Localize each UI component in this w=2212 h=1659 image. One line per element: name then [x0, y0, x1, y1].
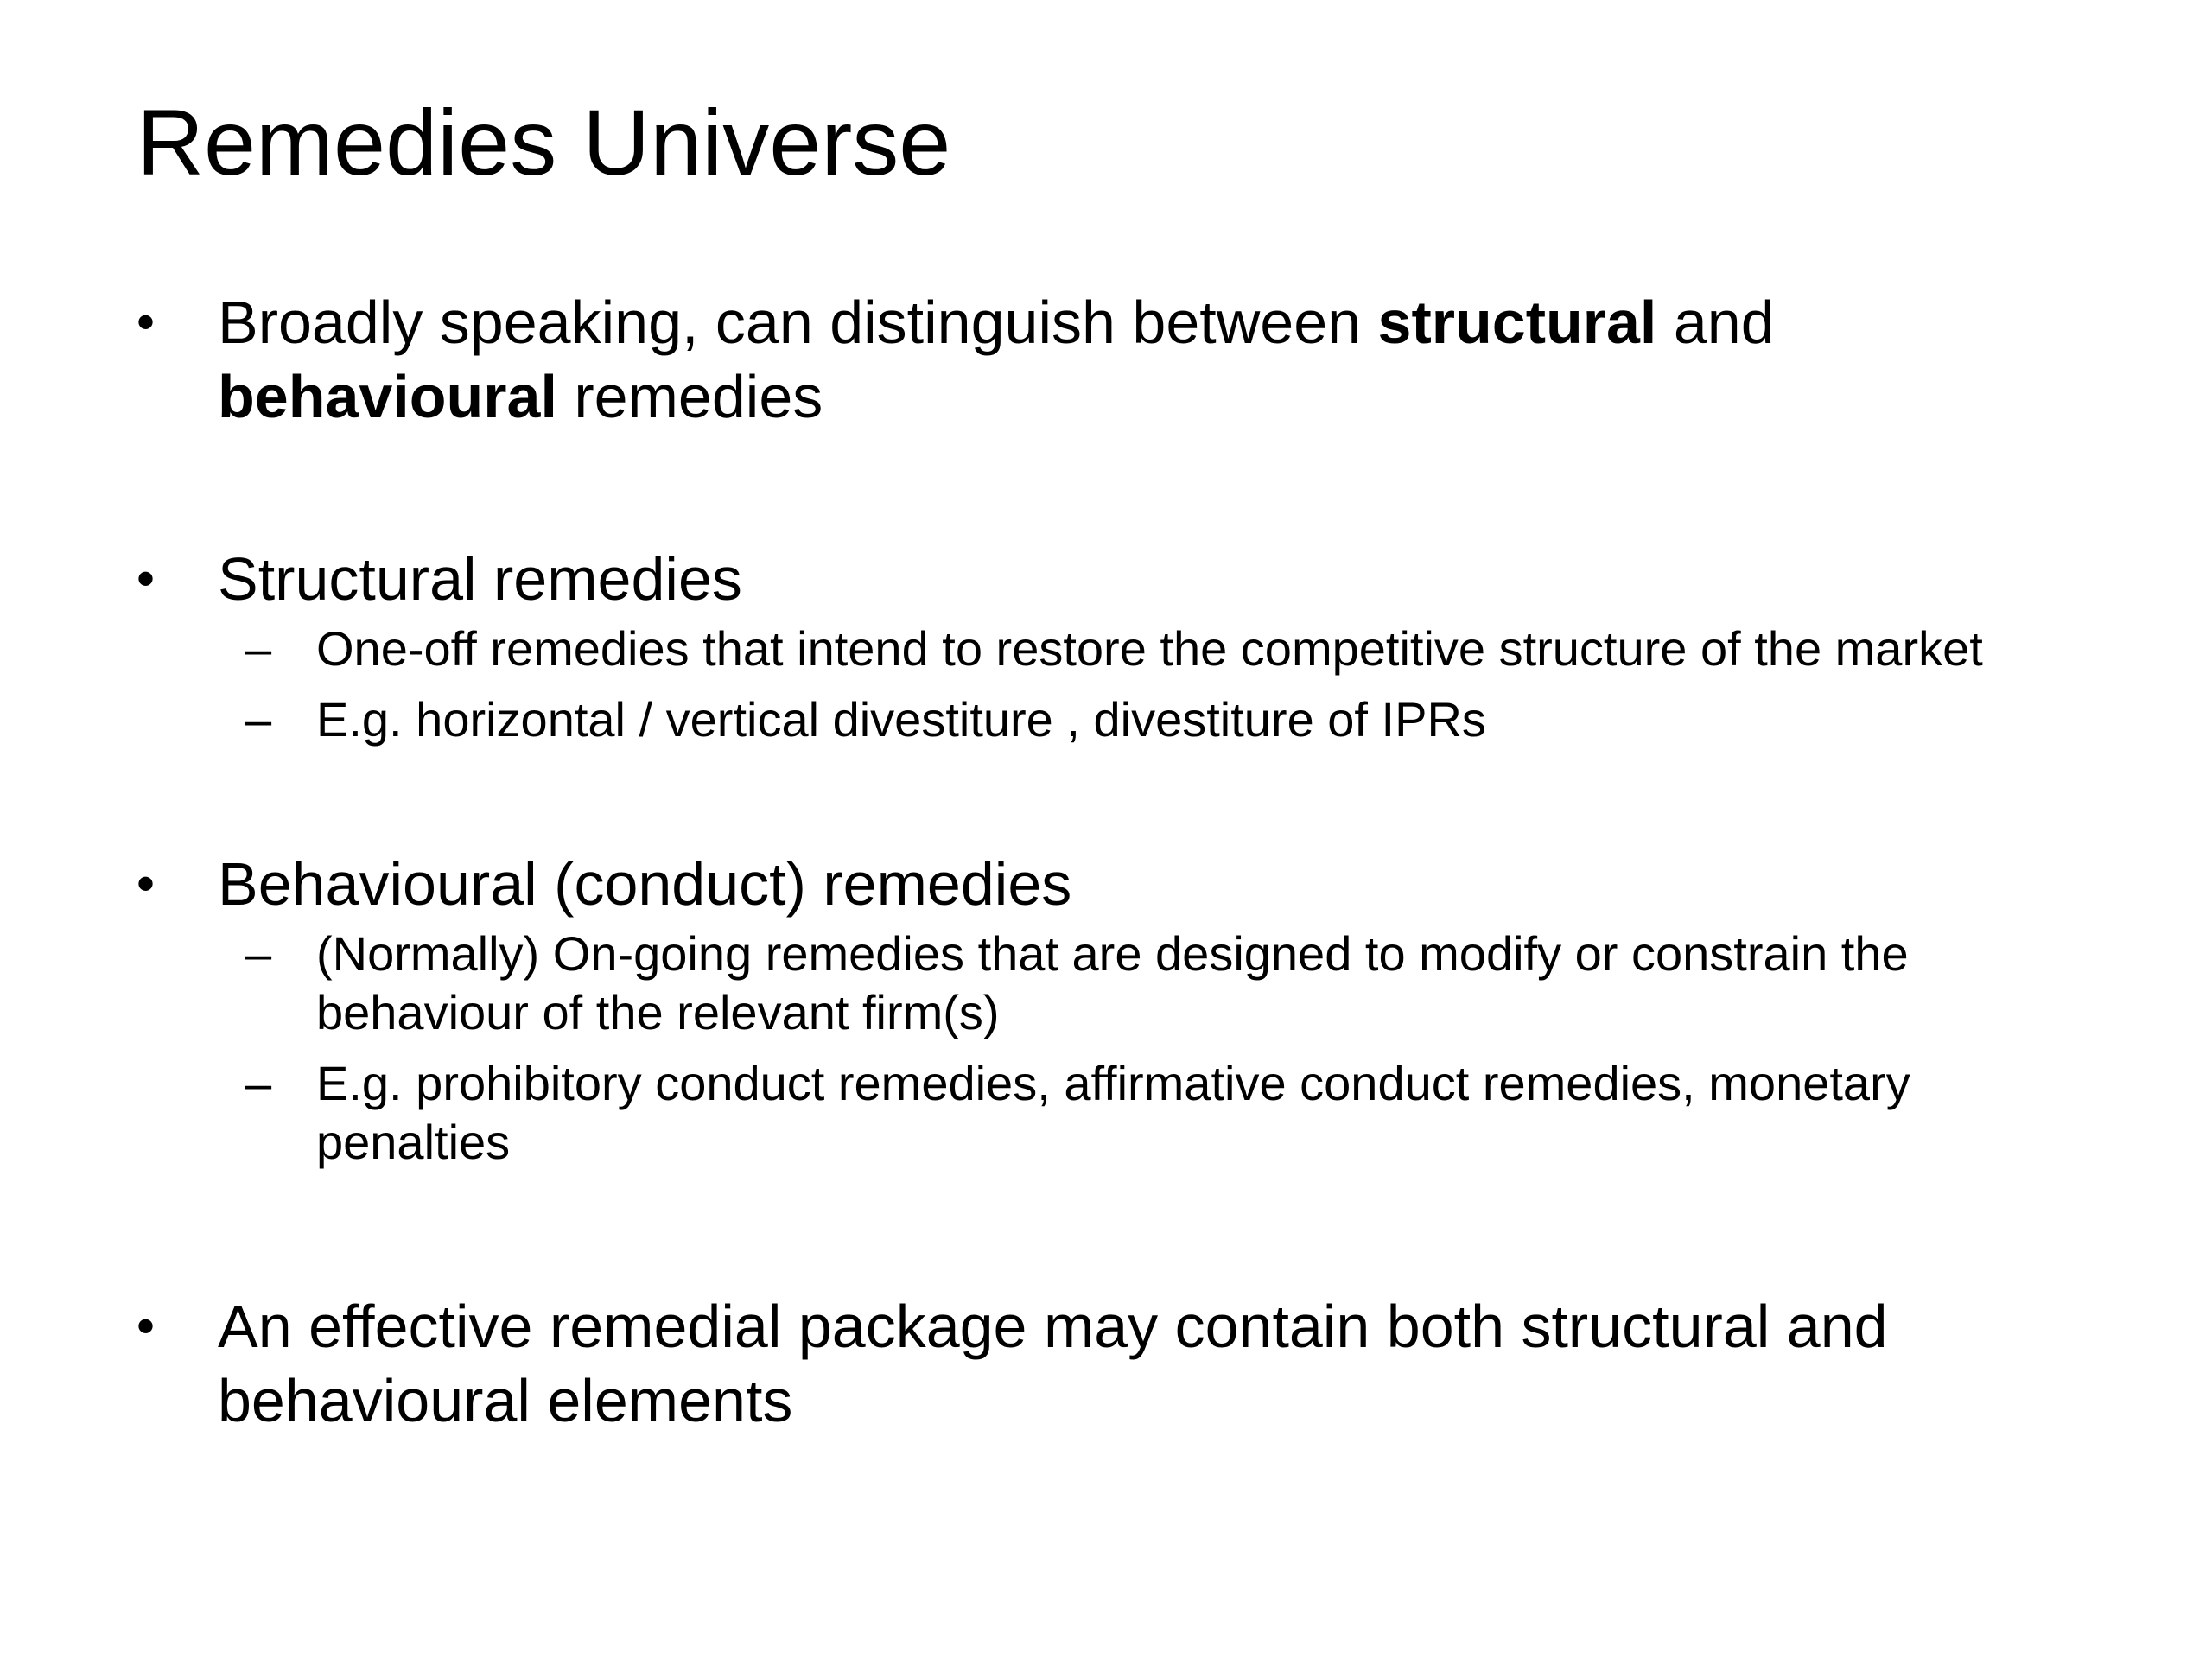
bold-term-behavioural: behavioural	[218, 363, 557, 430]
bullet-row	[137, 1289, 2081, 1438]
bullet-text: Structural remedies	[218, 545, 742, 613]
sub-bullet-marker: –	[245, 621, 272, 676]
sub-bullet-item	[245, 925, 2081, 1042]
sub-bullet-marker: –	[245, 692, 272, 747]
bullet-text-segment: and	[1656, 289, 1775, 356]
sub-bullet-marker: –	[245, 1056, 272, 1110]
bullet-marker: •	[137, 1297, 156, 1355]
sub-bullet-text: E.g. horizontal / vertical divestiture , divestiture of IPRs	[316, 692, 1486, 747]
bold-term-structural: structural	[1377, 289, 1657, 356]
slide-title: Remedies Universe	[137, 90, 951, 194]
bullet-text-segment: remedies	[556, 363, 823, 430]
sub-bullet-text: (Normally) On-going remedies that are designed to modify or constrain the behaviour of the relevant firm(s)	[316, 926, 1909, 1039]
bullet-text: Behavioural (conduct) remedies	[218, 850, 1072, 918]
bullet-marker: •	[137, 293, 156, 351]
sub-bullet-text: E.g. prohibitory conduct remedies, affirmative conduct remedies, monetary penalties	[316, 1056, 1910, 1169]
bullet-row	[137, 847, 2081, 921]
sub-bullet-text: One-off remedies that intend to restore the competitive structure of the market	[316, 621, 1983, 676]
bullet-item	[137, 847, 2081, 1172]
bullet-row	[137, 542, 2081, 616]
bullet-text: An effective remedial package may contain both structural and behavioural elements	[218, 1293, 1888, 1434]
bullet-item	[137, 542, 2081, 749]
bullet-marker: •	[137, 550, 156, 607]
bullet-text	[218, 285, 2081, 434]
sub-bullet-item	[245, 1054, 2081, 1172]
sub-bullet-item	[245, 690, 2081, 749]
bullet-item	[137, 285, 2081, 434]
bullet-item	[137, 1289, 2081, 1438]
sub-bullet-marker: –	[245, 926, 272, 981]
bullet-marker: •	[137, 855, 156, 912]
sub-bullet-item	[245, 620, 2081, 678]
bullet-row	[137, 285, 2081, 434]
bullet-text-segment: Broadly speaking, can distinguish between	[218, 289, 1378, 356]
